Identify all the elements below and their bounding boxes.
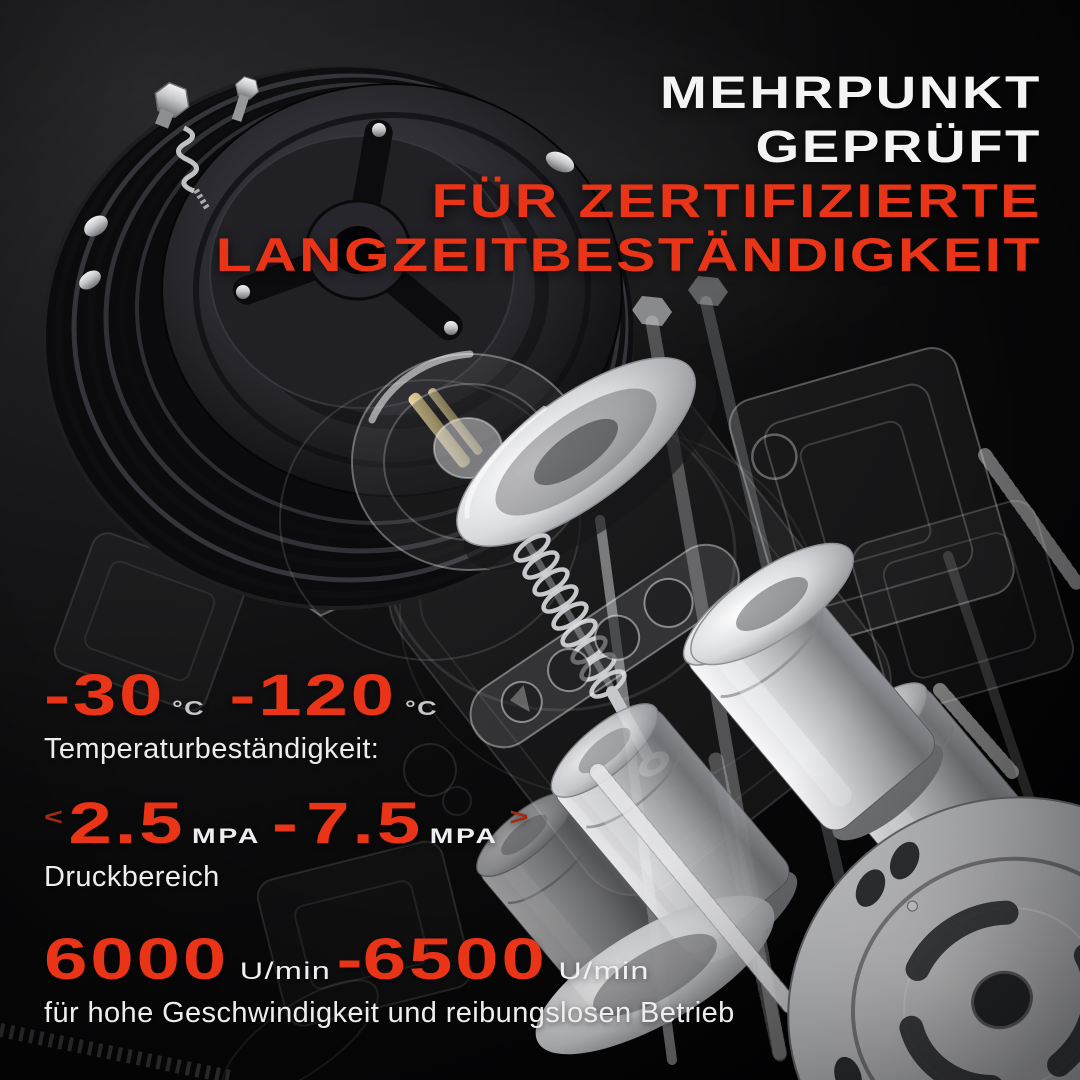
pressure-max-value: 7.5 [306, 791, 423, 856]
temperature-min-unit: °C [172, 698, 206, 720]
pressure-close-bracket: > [509, 804, 529, 831]
temperature-max-unit: °C [404, 698, 438, 720]
speed-range-dash: - [336, 927, 363, 992]
headline [215, 66, 1042, 282]
pressure-values-row [44, 792, 528, 856]
speed-max-unit: U/min [558, 958, 650, 985]
speed-label: für hohe Geschwindigkeit und reibungslosen Betrieb [44, 997, 735, 1029]
speed-stat [44, 928, 735, 1030]
pressure-min-unit: MPA [192, 825, 262, 848]
headline-line-1: MEHRPUNKT [660, 67, 1042, 118]
temperature-values-row [44, 664, 438, 728]
temperature-stat [44, 663, 438, 766]
pressure-stat [44, 791, 529, 894]
pressure-range-dash: - [271, 791, 298, 856]
speed-min-value: 6000 [44, 927, 229, 992]
headline-line-4: LANGZEITBESTÄNDIGKEIT [215, 228, 1042, 281]
pressure-label: Druckbereich [44, 861, 220, 893]
pressure-max-unit: MPA [429, 825, 499, 848]
speed-max-value: 6500 [362, 927, 548, 992]
headline-line-3: FÜR ZERTIFIZIERTE [431, 174, 1042, 227]
pressure-min-value: 2.5 [68, 791, 186, 856]
temperature-max-value: -120 [229, 663, 397, 728]
pressure-open-bracket: < [44, 804, 63, 831]
temperature-label: Temperaturbeständigkeit: [44, 733, 380, 765]
temperature-min-value: -30 [44, 663, 166, 728]
speed-values-row [44, 928, 650, 992]
speed-min-unit: U/min [239, 958, 332, 985]
headline-line-2: GEPRÜFT [755, 121, 1042, 172]
